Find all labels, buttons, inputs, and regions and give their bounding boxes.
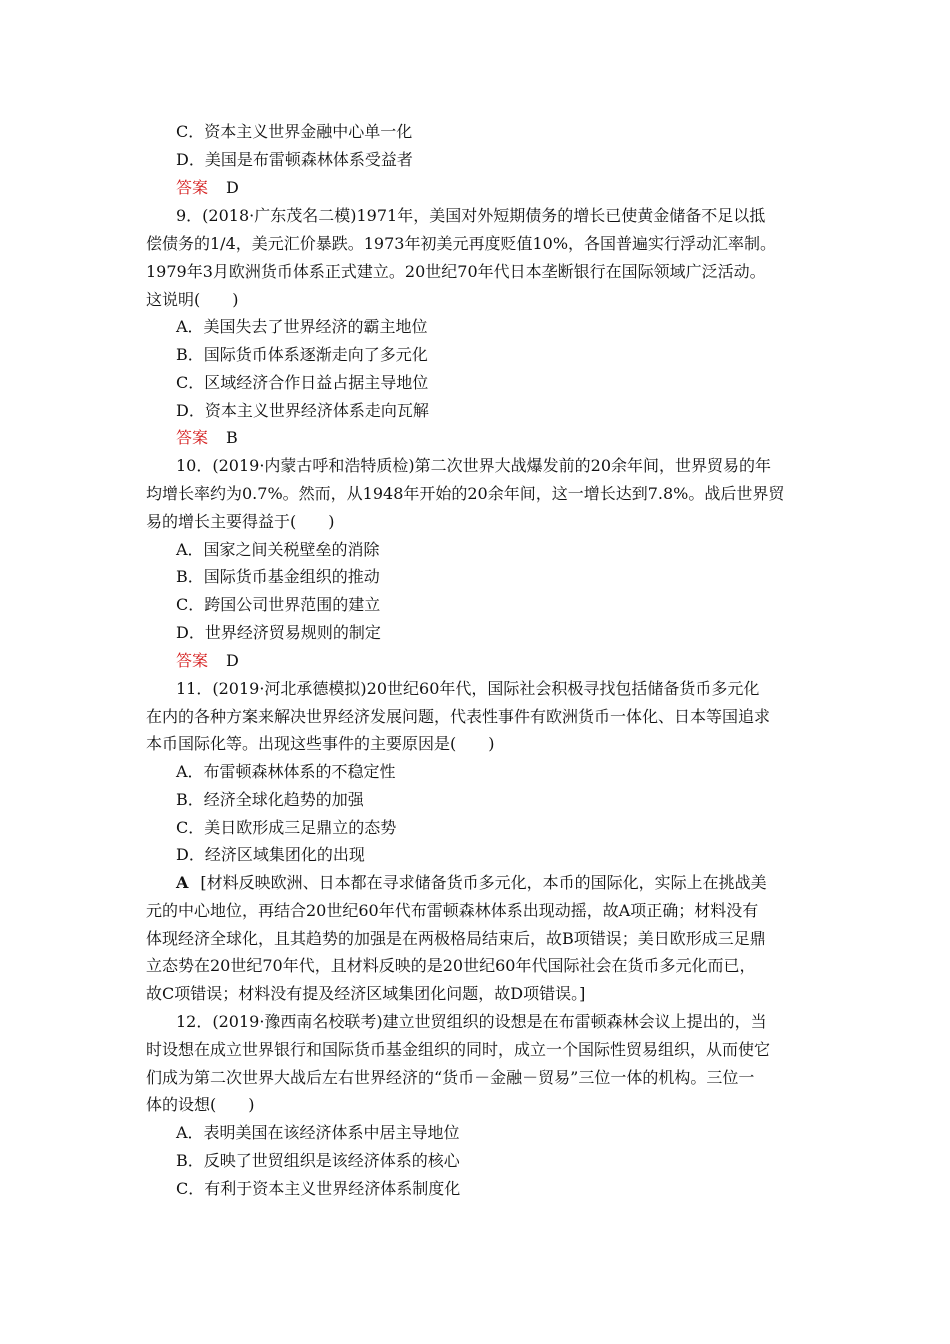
q9-option-b: B．国际货币体系逐渐走向了多元化 <box>176 345 428 364</box>
q11-stem-line: 11．(2019·河北承德模拟)20世纪60年代，国际社会积极寻找包括储备货币多元化 <box>176 679 760 698</box>
answer-value: D <box>226 178 239 197</box>
q9-stem-line: 偿债务的1/4，美元汇价暴跌。1973年初美元再度贬值10%，各国普遍实行浮动汇率制。 <box>146 234 777 253</box>
q11-explanation-line <box>176 873 767 895</box>
q12-stem-line: 体的设想( ) <box>146 1095 255 1114</box>
q12-stem-line: 时设想在成立世界银行和国际货币基金组织的同时，成立一个国际性贸易组织，从而使它 <box>146 1040 771 1059</box>
answer-label: 答案 <box>176 178 209 197</box>
q10-stem-line: 均增长率约为0.7%。然而，从1948年开始的20余年间，这一增长达到7.8%。战后世界贸 <box>146 484 785 503</box>
q12-option-a: A．表明美国在该经济体系中居主导地位 <box>176 1123 460 1142</box>
q10-option-b: B．国际货币基金组织的推动 <box>176 567 380 586</box>
answer-label: 答案 <box>176 428 209 447</box>
answer-value: B <box>226 428 238 447</box>
q9-stem-line: 1979年3月欧洲货币体系正式建立。20世纪70年代日本垄断银行在国际领域广泛活动。 <box>146 262 766 281</box>
q10-answer <box>176 651 239 673</box>
q10-option-a: A．国家之间关税壁垒的消除 <box>176 540 380 559</box>
q11-option-c: C．美日欧形成三足鼎立的态势 <box>176 818 397 837</box>
q12-option-b: B．反映了世贸组织是该经济体系的核心 <box>176 1151 460 1170</box>
q10-stem-line: 10．(2019·内蒙古呼和浩特质检)第二次世界大战爆发前的20余年间，世界贸易的年 <box>176 456 772 475</box>
answer-value: D <box>226 651 239 670</box>
q9-option-d: D．资本主义世界经济体系走向瓦解 <box>176 401 429 420</box>
q12-stem-line: 们成为第二次世界大战后左右世界经济的“货币－金融－贸易”三位一体的机构。三位一 <box>146 1068 755 1087</box>
q11-explanation-line: 立态势在20世纪70年代，且材料反映的是20世纪60年代国际社会在货币多元化而已， <box>146 956 756 975</box>
q11-explanation-line: 故C项错误；材料没有提及经济区域集团化问题，故D项错误。] <box>146 984 586 1003</box>
explanation-key: A <box>176 873 189 892</box>
q11-option-d: D．经济区域集团化的出现 <box>176 845 365 864</box>
q11-explanation-line: 元的中心地位，再结合20世纪60年代布雷顿森林体系出现动摇，故A项正确；材料没有 <box>146 901 759 920</box>
q8-option-d: D．美国是布雷顿森林体系受益者 <box>176 150 413 169</box>
q10-stem-line: 易的增长主要得益于( ) <box>146 512 335 531</box>
q10-option-c: C．跨国公司世界范围的建立 <box>176 595 381 614</box>
q9-option-c: C．区域经济合作日益占据主导地位 <box>176 373 429 392</box>
q8-answer <box>176 178 239 200</box>
q11-option-b: B．经济全球化趋势的加强 <box>176 790 364 809</box>
q11-stem-line: 在内的各种方案来解决世界经济发展问题，代表性事件有欧洲货币一体化、日本等国追求 <box>146 707 771 726</box>
explanation-text: [材料反映欧洲、日本都在寻求储备货币多元化，本币的国际化，实际上在挑战美 <box>200 873 767 892</box>
q11-explanation-line: 体现经济全球化，且其趋势的加强是在两极格局结束后，故B项错误；美日欧形成三足鼎 <box>146 929 766 948</box>
answer-label: 答案 <box>176 651 209 670</box>
q9-stem-line: 9．(2018·广东茂名二模)1971年，美国对外短期债务的增长已使黄金储备不足以抵 <box>176 206 766 225</box>
q9-stem-line: 这说明( ) <box>146 290 239 309</box>
q12-stem-line: 12．(2019·豫西南名校联考)建立世贸组织的设想是在布雷顿森林会议上提出的，当 <box>176 1012 767 1031</box>
q10-option-d: D．世界经济贸易规则的制定 <box>176 623 381 642</box>
q11-stem-line: 本币国际化等。出现这些事件的主要原因是( ) <box>146 734 495 753</box>
q9-answer <box>176 428 238 450</box>
q12-option-c: C．有利于资本主义世界经济体系制度化 <box>176 1179 461 1198</box>
q9-option-a: A．美国失去了世界经济的霸主地位 <box>176 317 428 336</box>
q8-option-c: C．资本主义世界金融中心单一化 <box>176 122 413 141</box>
q11-option-a: A．布雷顿森林体系的不稳定性 <box>176 762 396 781</box>
